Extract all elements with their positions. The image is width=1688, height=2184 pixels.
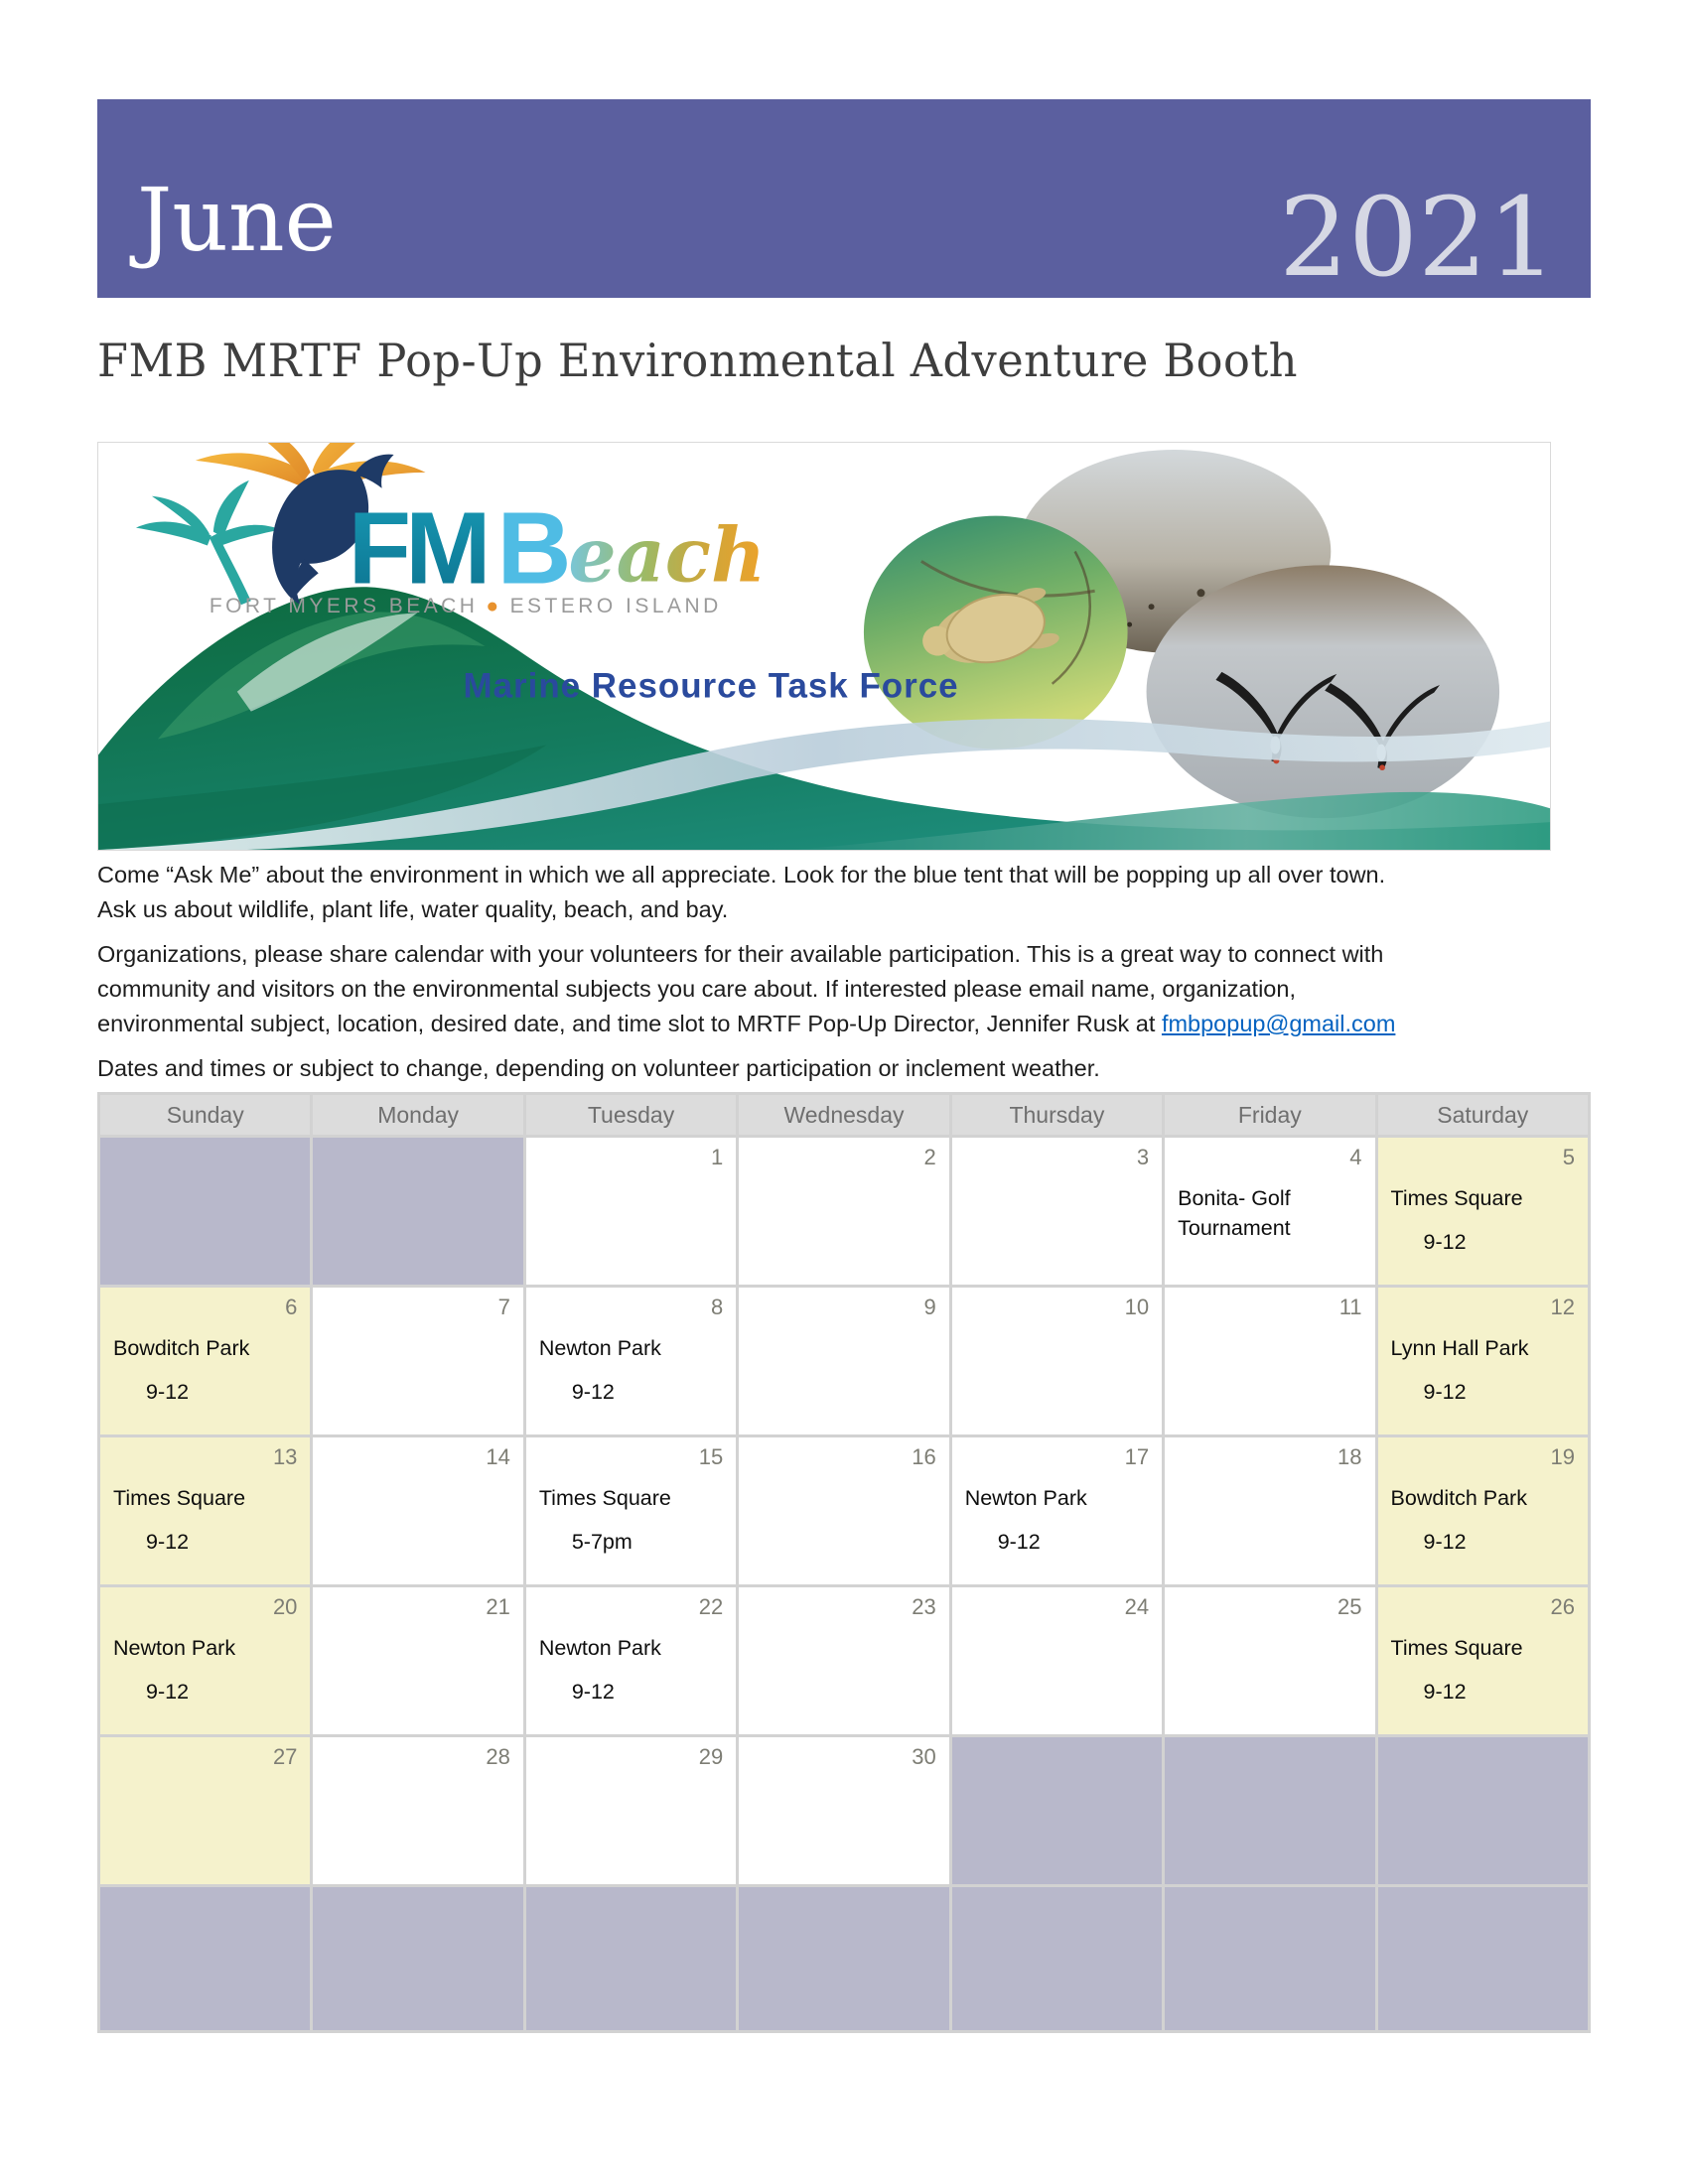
event-name: Times Square	[1390, 1186, 1523, 1210]
day-number: 11	[1338, 1295, 1362, 1319]
event-time: 9-12	[146, 1530, 190, 1554]
intro-text	[97, 858, 1567, 1096]
calendar-day-cell	[526, 1437, 736, 1584]
tagline-dot-icon: ●	[486, 595, 502, 618]
weekday-header-tuesday: Tuesday	[526, 1095, 736, 1135]
intro-paragraph-2: Organizations, please share calendar with your volunteers for their available participation. This is a great way to connect with community and visitors on the environmental subjects you care about. If interested please email name, organization, environmental subject, location, desired date, and time slot to MRTF Pop-Up Director, Jennifer Rusk at fmbpopup@gmail.com	[97, 941, 1396, 1036]
event-name: Bowditch Park	[1390, 1486, 1527, 1510]
day-number: 17	[1124, 1444, 1150, 1469]
weekday-header-monday: Monday	[313, 1095, 522, 1135]
day-number: 9	[923, 1295, 936, 1319]
day-number: 12	[1550, 1295, 1575, 1319]
page-title: FMB MRTF Pop-Up Environmental Adventure Booth	[97, 334, 1298, 387]
event-name: Times Square	[1390, 1636, 1523, 1660]
day-number: 24	[1124, 1594, 1150, 1619]
calendar-empty-cell	[526, 1887, 736, 2030]
event-time: 9-12	[146, 1680, 190, 1704]
calendar-day-cell	[313, 1587, 522, 1734]
calendar-empty-cell	[739, 1887, 948, 2030]
logo-tagline: FORT MYERS BEACH ● ESTERO ISLAND	[209, 595, 722, 618]
day-number: 19	[1550, 1444, 1575, 1469]
event-time: 9-12	[1423, 1380, 1467, 1404]
calendar-day-cell	[526, 1138, 736, 1285]
event-name: Newton Park	[113, 1636, 236, 1660]
hero-image	[97, 442, 1551, 851]
month-label: June	[137, 169, 337, 271]
calendar-empty-cell	[952, 1737, 1162, 1884]
calendar-empty-cell	[952, 1887, 1162, 2030]
calendar-header	[100, 1095, 1588, 1135]
logo-b-text: B	[496, 489, 572, 606]
day-number: 3	[1136, 1145, 1150, 1169]
calendar-week-row	[100, 1587, 1588, 1734]
day-number: 13	[272, 1444, 298, 1469]
calendar-empty-cell	[100, 1887, 310, 2030]
day-number: 15	[698, 1444, 724, 1469]
calendar-week-row	[100, 1138, 1588, 1285]
calendar-day-cell	[1378, 1138, 1588, 1285]
event-name: Times Square	[113, 1486, 246, 1510]
intro-paragraph-1: Come “Ask Me” about the environment in which we all appreciate. Look for the blue tent that will be popping up all over town. Ask us about wildlife, plant life, water quality, beach, and bay.	[97, 862, 1386, 922]
event-time: 9-12	[571, 1380, 615, 1404]
year-label: 2021	[1279, 174, 1557, 301]
weekday-header-thursday: Thursday	[952, 1095, 1162, 1135]
event-name: Times Square	[538, 1486, 671, 1510]
month-banner	[97, 99, 1591, 301]
calendar-day-cell	[1165, 1587, 1374, 1734]
calendar-day-cell	[739, 1288, 948, 1434]
event-name: Bowditch Park	[113, 1336, 250, 1360]
calendar-day-cell	[952, 1138, 1162, 1285]
calendar-day-cell	[313, 1437, 522, 1584]
calendar-empty-cell	[1378, 1887, 1588, 2030]
calendar-day-cell	[100, 1737, 310, 1884]
calendar-day-cell	[1378, 1437, 1588, 1584]
calendar-day-cell	[1165, 1138, 1374, 1285]
fmb-logo	[136, 443, 766, 617]
day-number: 4	[1349, 1145, 1362, 1169]
event-time: 9-12	[997, 1530, 1041, 1554]
day-number: 5	[1562, 1145, 1575, 1169]
day-number: 23	[912, 1594, 936, 1619]
marine-caption: Marine Resource Task Force	[463, 666, 959, 706]
calendar-day-cell	[526, 1288, 736, 1434]
skimmer-birds-photo	[1147, 565, 1500, 818]
calendar-day-cell	[100, 1288, 310, 1434]
weekday-header-wednesday: Wednesday	[739, 1095, 948, 1135]
calendar-empty-cell	[1378, 1737, 1588, 1884]
calendar-day-cell	[100, 1437, 310, 1584]
day-number: 1	[711, 1145, 724, 1169]
calendar-day-cell	[952, 1587, 1162, 1734]
day-number: 20	[272, 1594, 298, 1619]
calendar-week-row	[100, 1288, 1588, 1434]
hero-graphic	[98, 443, 1550, 850]
sea-turtle-photo	[864, 516, 1128, 750]
calendar-day-cell	[100, 1587, 310, 1734]
day-number: 16	[912, 1444, 936, 1469]
day-number: 21	[486, 1594, 510, 1619]
calendar-day-cell	[526, 1587, 736, 1734]
palm-tree-icon-teal	[136, 480, 281, 605]
day-number: 27	[272, 1744, 298, 1769]
calendar-week-row	[100, 1887, 1588, 2030]
logo-each-text: each	[568, 510, 767, 600]
day-number: 2	[923, 1145, 936, 1169]
calendar-day-cell	[739, 1737, 948, 1884]
calendar-day-cell	[1378, 1288, 1588, 1434]
event-time: 9-12	[571, 1680, 615, 1704]
calendar-day-cell	[739, 1437, 948, 1584]
weekday-header-friday: Friday	[1165, 1095, 1374, 1135]
day-number: 6	[285, 1295, 298, 1319]
event-name: Newton Park	[538, 1336, 661, 1360]
weekday-header-saturday: Saturday	[1378, 1095, 1588, 1135]
calendar-day-cell	[739, 1138, 948, 1285]
calendar-week-row	[100, 1737, 1588, 1884]
day-number: 29	[698, 1744, 724, 1769]
event-time: 9-12	[1423, 1680, 1467, 1704]
calendar-day-cell	[313, 1288, 522, 1434]
event-time: 9-12	[1423, 1530, 1467, 1554]
calendar-day-cell	[739, 1587, 948, 1734]
day-number: 26	[1550, 1594, 1575, 1619]
event-name: Newton Park	[964, 1486, 1087, 1510]
calendar-day-cell	[952, 1437, 1162, 1584]
calendar-empty-cell	[1165, 1887, 1374, 2030]
day-number: 8	[711, 1295, 724, 1319]
calendar-day-cell	[526, 1737, 736, 1884]
weekday-header-sunday: Sunday	[100, 1095, 310, 1135]
calendar-empty-cell	[100, 1138, 310, 1285]
event-time: 9-12	[1423, 1230, 1467, 1254]
calendar-day-cell	[1165, 1288, 1374, 1434]
event-time: 9-12	[146, 1380, 190, 1404]
email-link[interactable]: fmbpopup@gmail.com	[1161, 1011, 1396, 1036]
calendar-empty-cell	[313, 1138, 522, 1285]
event-name: Newton Park	[538, 1636, 661, 1660]
day-number: 18	[1337, 1444, 1362, 1469]
day-number: 14	[486, 1444, 510, 1469]
calendar-day-cell	[1165, 1437, 1374, 1584]
day-number: 10	[1124, 1295, 1150, 1319]
day-number: 30	[912, 1744, 936, 1769]
day-number: 28	[486, 1744, 510, 1769]
logo-fm-text: FM	[348, 489, 486, 606]
event-time: 5-7pm	[571, 1530, 633, 1554]
day-number: 22	[698, 1594, 724, 1619]
calendar-week-row	[100, 1437, 1588, 1584]
calendar-day-cell	[313, 1737, 522, 1884]
calendar-day-cell	[952, 1288, 1162, 1434]
calendar-body	[100, 1138, 1588, 2030]
event-name: Bonita- Golf Tournament	[1178, 1186, 1291, 1240]
calendar-empty-cell	[313, 1887, 522, 2030]
calendar-table	[97, 1092, 1591, 2033]
day-number: 25	[1337, 1594, 1362, 1619]
intro-paragraph-3: Dates and times or subject to change, depending on volunteer participation or inclement weather.	[97, 1055, 1100, 1081]
calendar-day-cell	[1378, 1587, 1588, 1734]
calendar-empty-cell	[1165, 1737, 1374, 1884]
event-name: Lynn Hall Park	[1390, 1336, 1529, 1360]
day-number: 7	[497, 1295, 510, 1319]
